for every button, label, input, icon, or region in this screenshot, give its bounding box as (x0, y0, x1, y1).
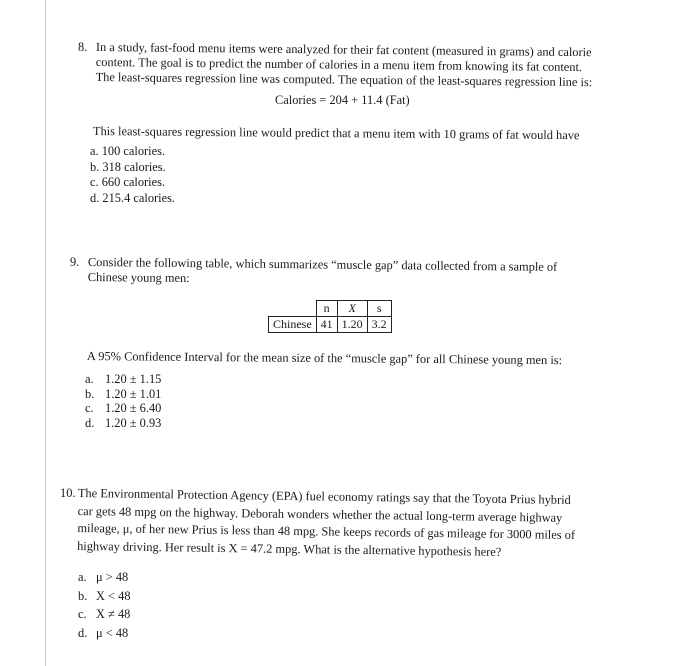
table-header-xbar: $\overline{X}$ (337, 301, 367, 317)
question-8-choice-d[interactable] (90, 191, 175, 207)
table-header-row (269, 301, 392, 317)
regression-equation: Calories = 204 + 11.4 (Fat) (275, 93, 410, 107)
choice-text: X < 48 (96, 588, 131, 603)
choice-text: 318 calories. (102, 159, 166, 174)
table-row (269, 317, 392, 333)
choice-text: 1.20 ± 6.40 (105, 401, 162, 415)
choice-text: μ < 48 (96, 625, 129, 640)
question-10-line-1: The Environmental Protection Agency (EPA) fuel economy ratings say that the Toyota Prius hybrid (77, 485, 571, 507)
choice-text: 1.20 ± 1.01 (105, 386, 162, 401)
choice-letter: c. (78, 607, 87, 621)
question-10-choices (78, 568, 131, 642)
question-10-line-3: mileage, μ, of her new Prius is less than 48 mpg. She keeps records of gas mileage for 3000 miles of (77, 520, 576, 542)
question-9-line-2: Chinese young men: (87, 269, 190, 286)
question-8-choice-c[interactable] (90, 175, 175, 191)
table-cell-mean: 1.20 (337, 317, 367, 333)
choice-letter: d. (78, 625, 88, 640)
table-cell-sd: 3.2 (367, 317, 391, 333)
question-8-text (96, 40, 638, 91)
choice-text: 100 calories. (101, 144, 166, 158)
choice-letter: b. (78, 588, 88, 603)
choice-text: X ≠ 48 (96, 607, 131, 621)
question-10-choice-a[interactable] (78, 568, 131, 587)
question-9-choices (85, 372, 161, 430)
question-8-line-1: In a study, fast-food menu items were analyzed for their fat content (measured in grams) and calorie (95, 40, 592, 60)
question-10-choice-c[interactable] (78, 605, 131, 624)
choice-letter: b. (85, 386, 95, 401)
table-header-empty (269, 301, 317, 317)
choice-letter: a. (78, 570, 87, 584)
choice-text: 660 calories. (101, 175, 166, 189)
question-8-stem: This least-squares regression line would predict that a menu item with 10 grams of fat would have (92, 124, 580, 143)
question-10-line-2: car gets 48 mpg on the highway. Deborah wonders whether the actual long-term average highway (77, 503, 563, 525)
question-9-choice-d[interactable] (85, 416, 161, 431)
question-8-choice-b[interactable] (90, 160, 175, 176)
question-10-choice-b[interactable] (78, 587, 131, 606)
page-margin-rule (45, 0, 46, 666)
choice-letter: a. (90, 144, 99, 158)
question-9-choice-b[interactable] (85, 387, 161, 402)
choice-letter: d. (85, 415, 95, 430)
question-8-line-2: content. The goal is to predict the number of calories in a menu item from knowing its fat content. (95, 54, 583, 75)
question-9-choice-c[interactable] (85, 401, 161, 416)
choice-letter: a. (85, 372, 94, 386)
question-9-line-1: Consider the following table, which summarizes “muscle gap” data collected from a sample of (87, 255, 558, 274)
choice-text: 215.4 calories. (102, 190, 176, 205)
table-cell-n: 41 (316, 317, 337, 333)
question-10-text (77, 485, 640, 563)
choice-text: 1.20 ± 1.15 (105, 372, 162, 386)
question-8-choice-a[interactable] (90, 144, 175, 160)
choice-text: 1.20 ± 0.93 (105, 415, 162, 430)
choice-letter: b. (90, 159, 100, 174)
question-10-number: 10. (60, 486, 76, 500)
question-8 (78, 40, 638, 90)
choice-letter: c. (85, 401, 94, 415)
question-8-choices (90, 144, 175, 206)
question-9-number: 9. (70, 255, 80, 269)
choice-text: μ > 48 (96, 570, 129, 584)
choice-letter: c. (90, 175, 99, 189)
choice-letter: d. (90, 190, 100, 205)
question-8-number: 8. (78, 40, 88, 54)
table-header-n: n (316, 301, 337, 317)
muscle-gap-table (268, 300, 392, 333)
table-cell-group: Chinese (269, 317, 317, 333)
question-8-line-3: The least-squares regression line was computed. The equation of the least-squares regression line is: (95, 69, 593, 90)
table-header-s: s (367, 301, 391, 317)
question-9-choice-a[interactable] (85, 372, 161, 387)
question-10-choice-d[interactable] (78, 624, 131, 643)
question-9-text (88, 255, 630, 291)
question-9 (70, 255, 630, 285)
question-9-stem: A 95% Confidence Interval for the mean size of the “muscle gap” for all Chinese young men is: (86, 349, 563, 368)
question-10-line-4: highway driving. Her result is X = 47.2 mpg. What is the alternative hypothesis here? (77, 538, 502, 559)
question-10 (60, 485, 640, 559)
